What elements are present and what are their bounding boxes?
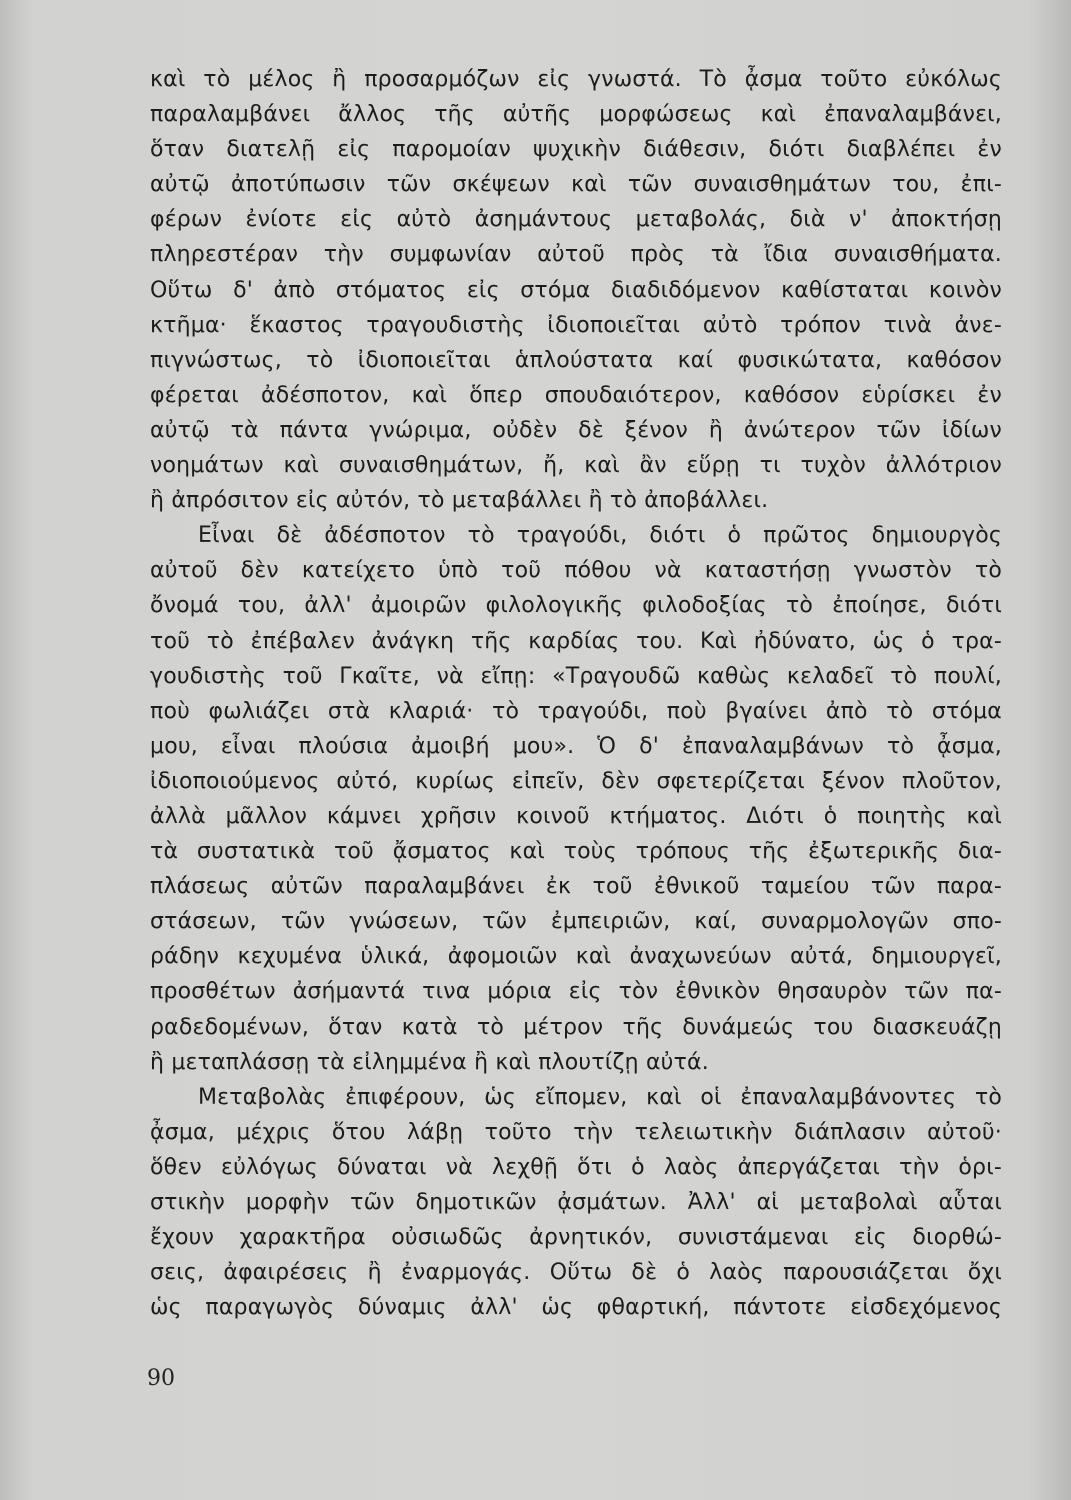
text-line: αὐτοῦ δὲν κατείχετο ὑπὸ τοῦ πόθου νὰ καταστήσῃ γνωστὸν τὸ [150, 558, 1002, 584]
text-line: ὅθεν εὐλόγως δύναται νὰ λεχθῇ ὅτι ὁ λαὸς ἀπεργάζεται τὴν ὁρι- [150, 1154, 1002, 1180]
text-line: πλάσεως αὐτῶν παραλαμβάνει ἐκ τοῦ ἐθνικοῦ ταμείου τῶν παρα- [150, 874, 1002, 900]
text-line: ράδην κεχυμένα ὑλικά, ἀφομοιῶν καὶ ἀναχωνεύων αὐτά, δημιουργεῖ, [150, 944, 1002, 970]
text-line: ὡς παραγωγὸς δύναμις ἀλλ' ὡς φθαρτική, πάντοτε εἰσδεχόμενος [150, 1295, 1002, 1321]
text-line: Εἶναι δὲ ἀδέσποτον τὸ τραγούδι, διότι ὁ πρῶτος δημιουργὸς [198, 523, 1002, 549]
page-number: 90 [147, 1366, 175, 1391]
text-line: τοῦ τὸ ἐπέβαλεν ἀνάγκη τῆς καρδίας του. Καὶ ἠδύνατο, ὡς ὁ τρα- [150, 628, 1002, 654]
text-line: καὶ τὸ μέλος ἢ προσαρμόζων εἰς γνωστά. Τὸ ᾆσμα τοῦτο εὐκόλως [150, 67, 1002, 92]
text-line: ἢ ἀπρόσιτον εἰς αὐτόν, τὸ μεταβάλλει ἢ τὸ ἀποβάλλει. [150, 488, 769, 514]
text-line: ἀλλὰ μᾶλλον κάμνει χρῆσιν κοινοῦ κτήματος. Διότι ὁ ποιητὴς καὶ [150, 803, 1002, 829]
text-line: νοημάτων καὶ συναισθημάτων, ἤ, καὶ ἂν εὕρῃ τι τυχὸν ἀλλότριον [150, 453, 1002, 479]
text-line: στάσεων, τῶν γνώσεων, τῶν ἐμπειριῶν, καί, συναρμολογῶν σπο- [150, 909, 1002, 935]
text-line: γουδιστὴς τοῦ Γκαῖτε, νὰ εἴπῃ: «Τραγουδῶ καθὼς κελαδεῖ τὸ πουλί, [150, 663, 1002, 689]
text-line: κτῆμα· ἕκαστος τραγουδιστὴς ἰδιοποιεῖται αὐτὸ τρόπον τινὰ ἀνε- [150, 312, 1002, 338]
text-line: ἰδιοποιούμενος αὐτό, κυρίως εἰπεῖν, δὲν σφετερίζεται ξένον πλοῦτον, [150, 768, 1002, 794]
text-line: ἔχουν χαρακτῆρα οὐσιωδῶς ἀρνητικόν, συνιστάμεναι εἰς διορθώ- [150, 1225, 1002, 1251]
body-text [150, 62, 1002, 1325]
text-line: ποὺ φωλιάζει στὰ κλαριά· τὸ τραγούδι, ποὺ βγαίνει ἀπὸ τὸ στόμα [150, 698, 1002, 724]
text-line: Οὕτω δ' ἀπὸ στόματος εἰς στόμα διαδιδόμενον καθίσταται κοινὸν [150, 277, 1002, 303]
text-line: σεις, ἀφαιρέσεις ἢ ἐναρμογάς. Οὕτω δὲ ὁ λαὸς παρουσιάζεται ὄχι [150, 1260, 1002, 1286]
text-line: αὐτῷ τὰ πάντα γνώριμα, οὐδὲν δὲ ξένον ἢ ἀνώτερον τῶν ἰδίων [150, 417, 1002, 443]
text-line: προσθέτων ἀσήμαντά τινα μόρια εἰς τὸν ἐθνικὸν θησαυρὸν τῶν πα- [150, 979, 1002, 1005]
text-line: πιγνώστως, τὸ ἰδιοποιεῖται ἁπλούστατα καί φυσικώτατα, καθόσον [150, 347, 1002, 373]
text-line: πληρεστέραν τὴν συμφωνίαν αὐτοῦ πρὸς τὰ ἴδια συναισθήματα. [150, 242, 1002, 268]
text-line: φέρεται ἀδέσποτον, καὶ ὅπερ σπουδαιότερον, καθόσον εὑρίσκει ἐν [150, 382, 1002, 408]
text-line: ᾆσμα, μέχρις ὅτου λάβῃ τοῦτο τὴν τελειωτικὴν διάπλασιν αὐτοῦ· [150, 1119, 1002, 1145]
text-line: ὄνομά του, ἀλλ' ἀμοιρῶν φιλολογικῆς φιλοδοξίας τὸ ἐποίησε, διότι [150, 593, 1002, 619]
text-line: ὅταν διατελῇ εἰς παρομοίαν ψυχικὴν διάθεσιν, διότι διαβλέπει ἐν [150, 137, 1002, 163]
text-line: στικὴν μορφὴν τῶν δημοτικῶν ᾀσμάτων. Ἀλλ' αἱ μεταβολαὶ αὗται [150, 1190, 1002, 1215]
text-line: ραδεδομένων, ὅταν κατὰ τὸ μέτρον τῆς δυνάμεώς του διασκευάζῃ [150, 1014, 1002, 1040]
text-line: μου, εἶναι πλούσια ἀμοιβή μου». Ὁ δ' ἐπαναλαμβάνων τὸ ᾆσμα, [150, 733, 1002, 759]
text-line: παραλαμβάνει ἄλλος τῆς αὐτῆς μορφώσεως καὶ ἐπαναλαμβάνει, [150, 102, 1002, 128]
text-line: τὰ συστατικὰ τοῦ ᾄσματος καὶ τοὺς τρόπους τῆς ἐξωτερικῆς δια- [150, 839, 1002, 865]
text-line: φέρων ἐνίοτε εἰς αὐτὸ ἀσημάντους μεταβολάς, διὰ ν' ἀποκτήσῃ [150, 207, 1002, 233]
text-line: ἢ μεταπλάσσῃ τὰ εἰλημμένα ἢ καὶ πλουτίζῃ αὐτά. [150, 1049, 709, 1075]
text-line: αὐτῷ ἀποτύπωσιν τῶν σκέψεων καὶ τῶν συναισθημάτων του, ἐπι- [150, 172, 1002, 198]
text-line: Μεταβολὰς ἐπιφέρουν, ὡς εἴπομεν, καὶ οἱ ἐπαναλαμβάνοντες τὸ [198, 1084, 1002, 1110]
